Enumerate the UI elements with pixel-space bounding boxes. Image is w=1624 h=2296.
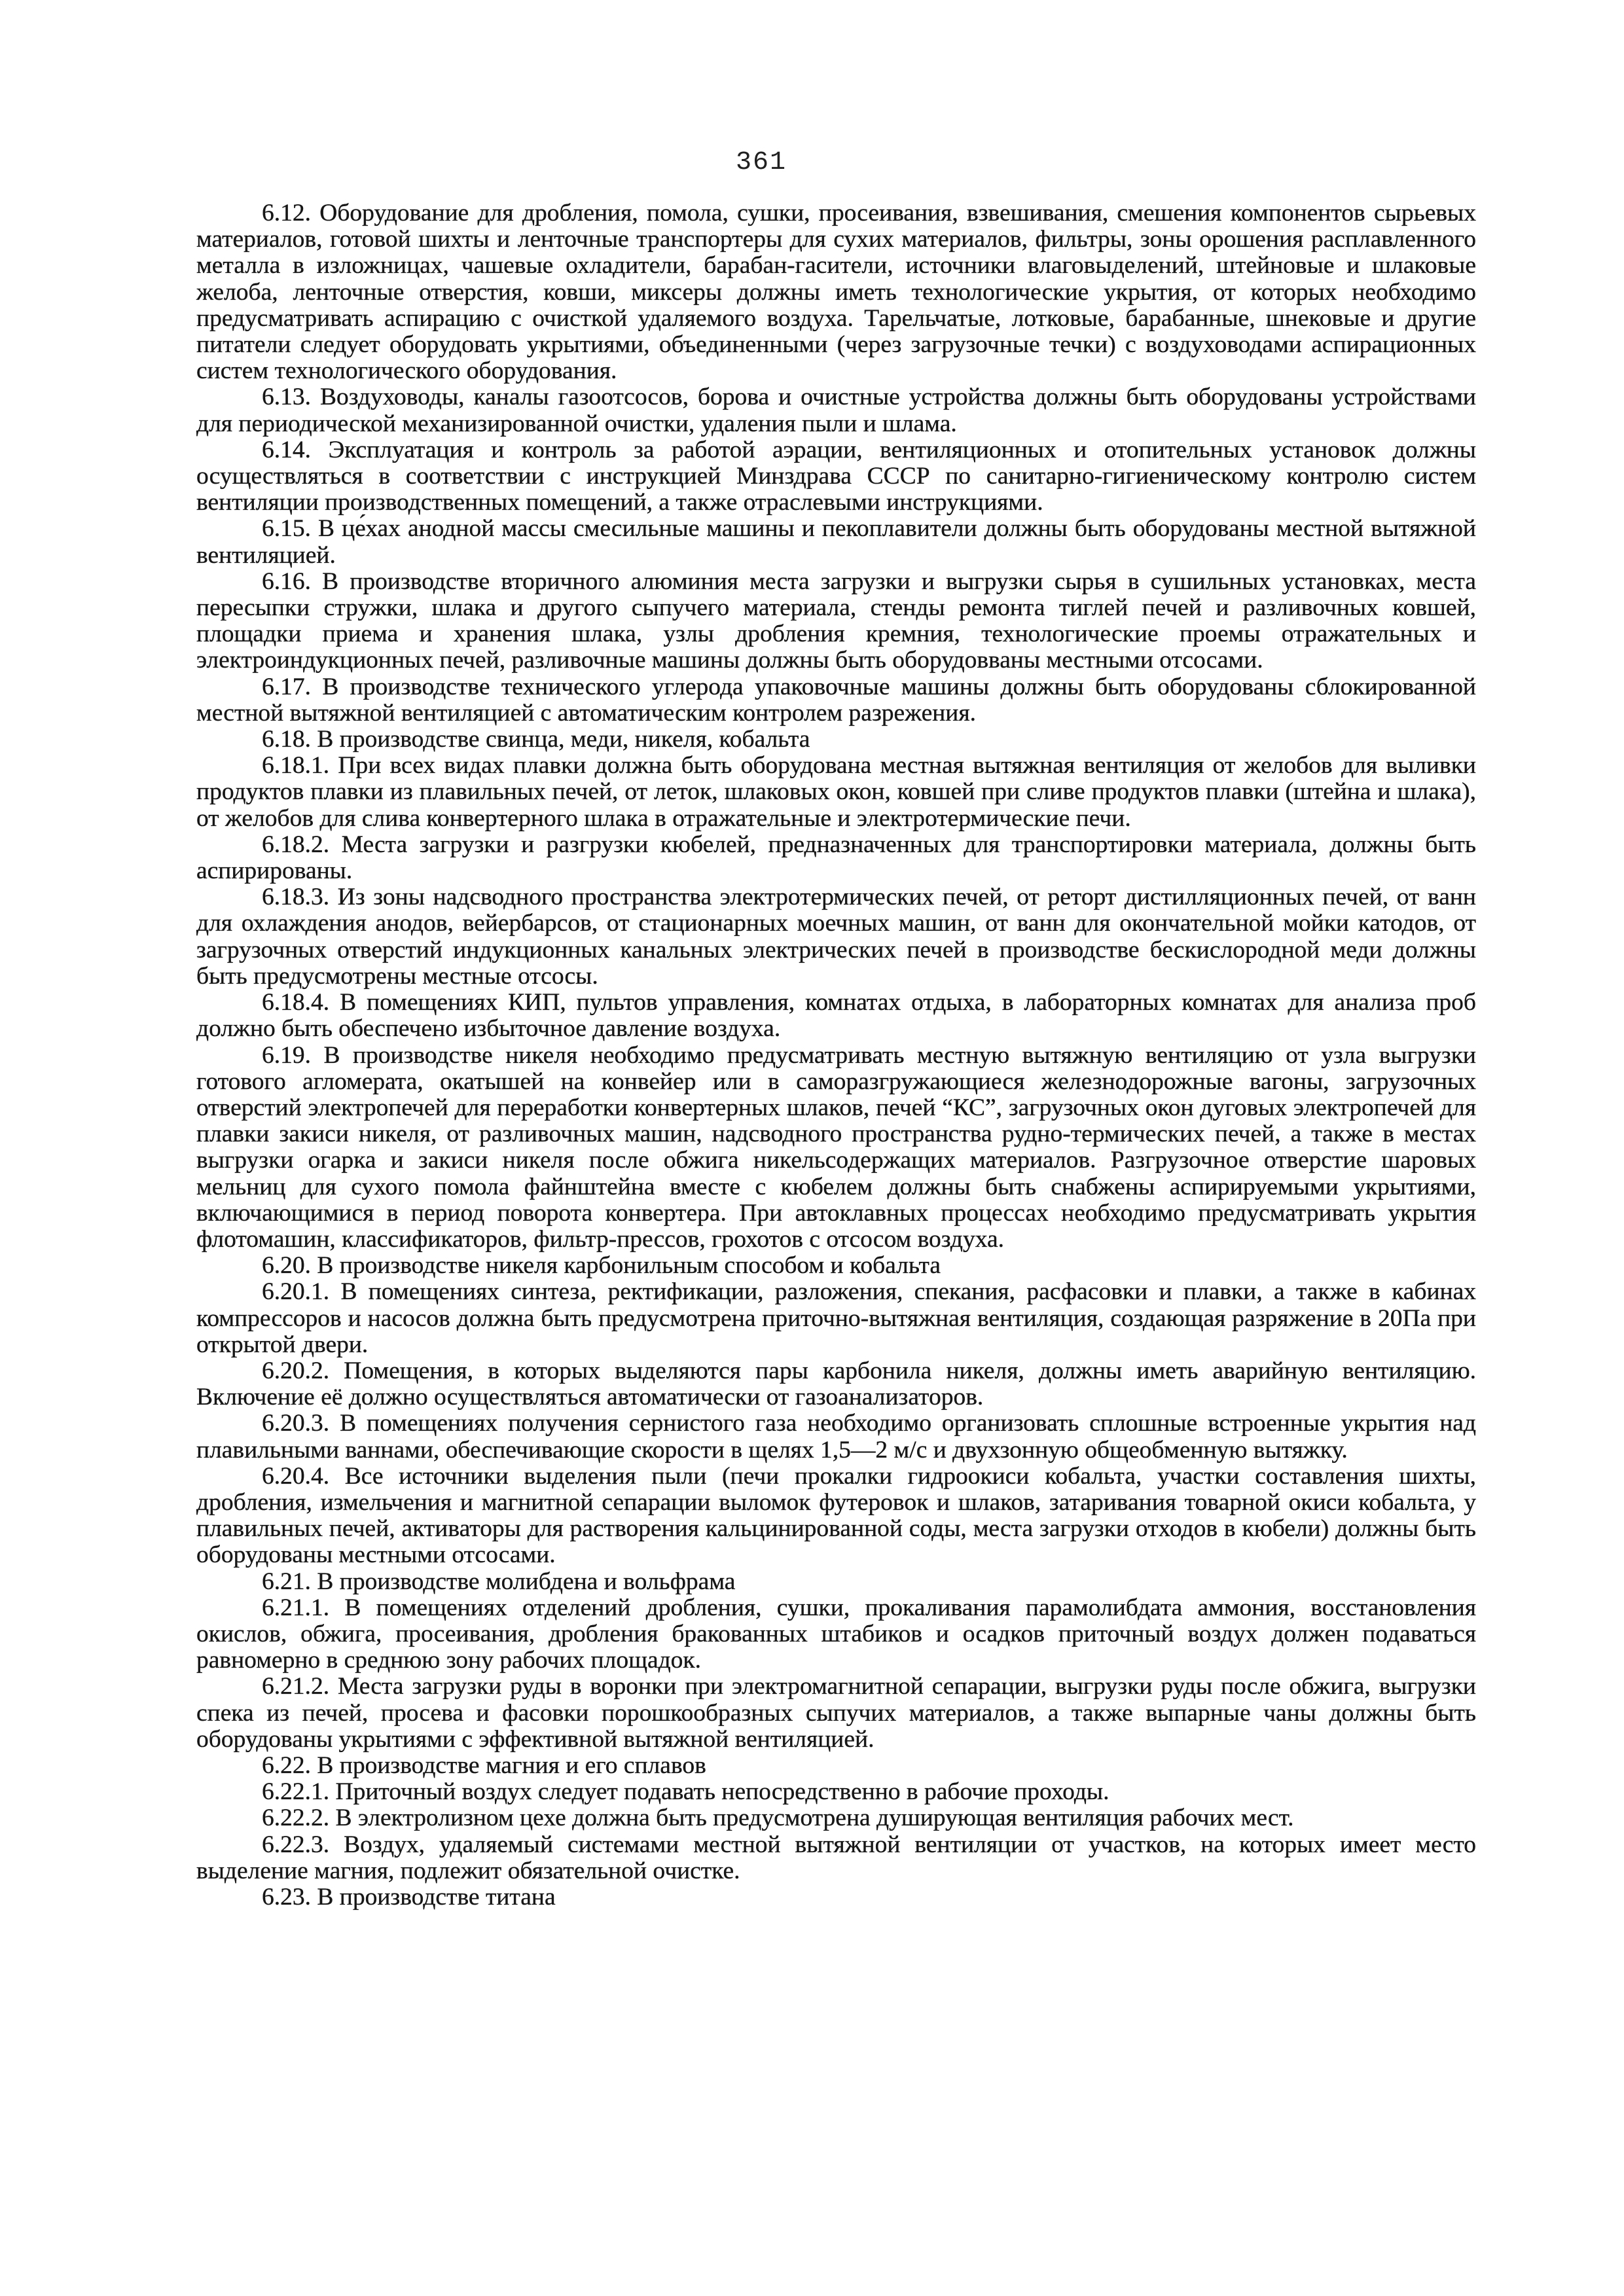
section-heading-6-21: 6.21. В производстве молибдена и вольфрама [262,1568,736,1595]
paragraph-6-21-1: 6.21.1. В помещениях отделений дробления, сушки, прокаливания парамолибдата аммония, восстановления окислов, обжига, просеивания, дробления бракованных штабиков и осадков приточный воздух должен подаваться равномерно в среднюю зону рабочих площадок. [196,1594,1476,1674]
paragraph-6-18-4: 6.18.4. В помещениях КИП, пультов управления, комнатах отдыха, в лабораторных комнатах для анализа проб должно быть обеспечено избыточное давление воздуха. [196,989,1476,1043]
section-heading-6-20: 6.20. В производстве никеля карбонильным способом и кобальта [262,1252,941,1280]
paragraph-6-20-4: 6.20.4. Все источники выделения пыли (печи прокалки гидроокиси кобальта, участки составления шихты, дробления, измельчения и магнитной сепарации выломок футеровок и шлаков, затаривания товарной окиси кобальта, у плавильных печей, активаторы для растворения кальцинированной соды, места загрузки отходов в кюбели) должны быть оборудованы местными отсосами. [196,1462,1476,1569]
paragraph-6-22-3: 6.22.3. Воздух, удаляемый системами местной вытяжной вентиляции от участков, на которых имеет место выделение магния, подлежит обязательной очистке. [196,1831,1476,1884]
paragraph-6-17: 6.17. В производстве технического углерода упаковочные машины должны быть оборудованы сблокированной местной вытяжной вентиляцией с автоматическим контролем разрежения. [196,673,1476,726]
paragraph-6-22-1: 6.22.1. Приточный воздух следует подавать непосредственно в рабочие проходы. [262,1778,1110,1806]
paragraph-6-12: 6.12. Оборудование для дробления, помола, сушки, просеивания, взвешивания, смешения компонентов сырьевых материалов, готовой шихты и ленточные транспортеры для сухих материалов, фильтры, зоны орошения расплавленного металла в изложницах, чашевые охладители, барабан-гасители, источники влаговыделений, штейновые и шлаковые желоба, ленточные отверстия, ковши, миксеры должны иметь технологические укрытия, от которых необходимо предусматривать аспирацию с очисткой удаляемого воздуха. Тарельчатые, лотковые, барабанные, шнековые и другие питатели следует оборудовать укрытиями, объединенными (через загрузочные течки) с воздуховодами аспирационных систем технологического оборудования. [196,200,1476,385]
section-heading-6-18: 6.18. В производстве свинца, меди, никеля, кобальта [262,726,810,753]
paragraph-6-16: 6.16. В производстве вторичного алюминия места загрузки и выгрузки сырья в сушильных установках, места пересыпки стружки, шлака и другого сыпучего материала, стенды ремонта тиглей печей и разливочных ковшей, площадки приема и хранения шлака, узлы дробления кремния, технологические проемы отражательных и электроиндукционных печей, разливочные машины должны быть оборудовваны местными отсосами. [196,567,1476,674]
paragraph-6-18-3: 6.18.3. Из зоны надсводного пространства электротермических печей, от реторт дистилляционных печей, от ванн для охлаждения анодов, вейербарсов, от стационарных моечных машин, от ванн для окончательной мойки катодов, от загрузочных отверстий индукционных канальных электрических печей в производстве бескислородной меди должны быть предусмотрены местные отсосы. [196,884,1476,990]
paragraph-6-13: 6.13. Воздуховоды, каналы газоотсосов, борова и очистные устройства должны быть оборудованы устройствами для периодической механизированной очистки, удаления пыли и шлама. [196,384,1476,437]
paragraph-6-22-2: 6.22.2. В электролизном цехе должна быть предусмотрена душирующая вентиляция рабочих мест. [262,1804,1294,1832]
document-body [196,200,1476,1910]
section-heading-6-23: 6.23. В производстве титана [262,1884,556,1910]
paragraph-6-15: 6.15. В це́хах анодной массы смесильные машины и пекоплавители должны быть оборудованы местной вытяжной вентиляцией. [196,515,1476,569]
section-heading-6-22: 6.22. В производстве магния и его сплавов [262,1751,706,1779]
paragraph-6-20-3: 6.20.3. В помещениях получения сернистого газа необходимо организовать сплошные встроенные укрытия над плавильными ваннами, обеспечивающие скорости в щелях 1,5—2 м/с и двухзонную общеобменную вытяжку. [196,1410,1476,1463]
paragraph-6-14: 6.14. Эксплуатация и контроль за работой аэрации, вентиляционных и отопительных установок должны осуществляться в соответствии с инструкцией Минздрава СССР по санитарно-гигиеническому контролю систем вентиляции производственных помещений, а также отраслевыми инструкциями. [196,436,1476,516]
paragraph-6-18-2: 6.18.2. Места загрузки и разгрузки кюбелей, предназначенных для транспортировки материала, должны быть аспирированы. [196,831,1476,885]
paragraph-6-20-1: 6.20.1. В помещениях синтеза, ректификации, разложения, спекания, расфасовки и плавки, а также в кабинах компрессоров и насосов должна быть предусмотрена приточно-вытяжная вентиляция, создающая разряжение в 20Па при открытой двери. [196,1278,1476,1358]
paragraph-6-18-1: 6.18.1. При всех видах плавки должна быть оборудована местная вытяжная вентиляция от желобов для выливки продуктов плавки из плавильных печей, от леток, шлаковых окон, ковшей при сливе продуктов плавки (штейна и шлака), от желобов для слива конвертерного шлака в отражательные и электротермические печи. [196,752,1476,832]
page-number: 361 [736,148,787,177]
paragraph-6-19: 6.19. В производстве никеля необходимо предусматривать местную вытяжную вентиляцию от узла выгрузки готового агломерата, окатышей на конвейер или в саморазгружающиеся железнодорожные вагоны, загрузочных отверстий электропечей для переработки конвертерных шлаков, печей “КС”, загрузочных окон дуговых электропечей для плавки закиси никеля, от разливочных машин, надсводного пространства рудно-термических печей, а также в местах выгрузки огарка и закиси никеля после обжига никельсодержащих материалов. Разгрузочное отверстие шаровых мельниц для сухого помола файнштейна вместе с кюбелем должны быть снабжены аспирируемыми укрытиями, включающимися в период поворота конвертера. При автоклавных процессах необходимо предусматривать укрытия флотомашин, классификаторов, фильтр-прессов, грохотов с отсосом воздуха. [196,1041,1476,1253]
paragraph-6-21-2: 6.21.2. Места загрузки руды в воронки при электромагнитной сепарации, выгрузки руды после обжига, выгрузки спека из печей, просева и фасовки порошкообразных сыпучих материалов, а также выпарные чаны должны быть оборудованы укрытиями с эффективной вытяжной вентиляцией. [196,1673,1476,1753]
paragraph-6-20-2: 6.20.2. Помещения, в которых выделяются пары карбонила никеля, должны иметь аварийную вентиляцию. Включение её должно осуществляться автоматически от газоанализаторов. [196,1357,1476,1411]
